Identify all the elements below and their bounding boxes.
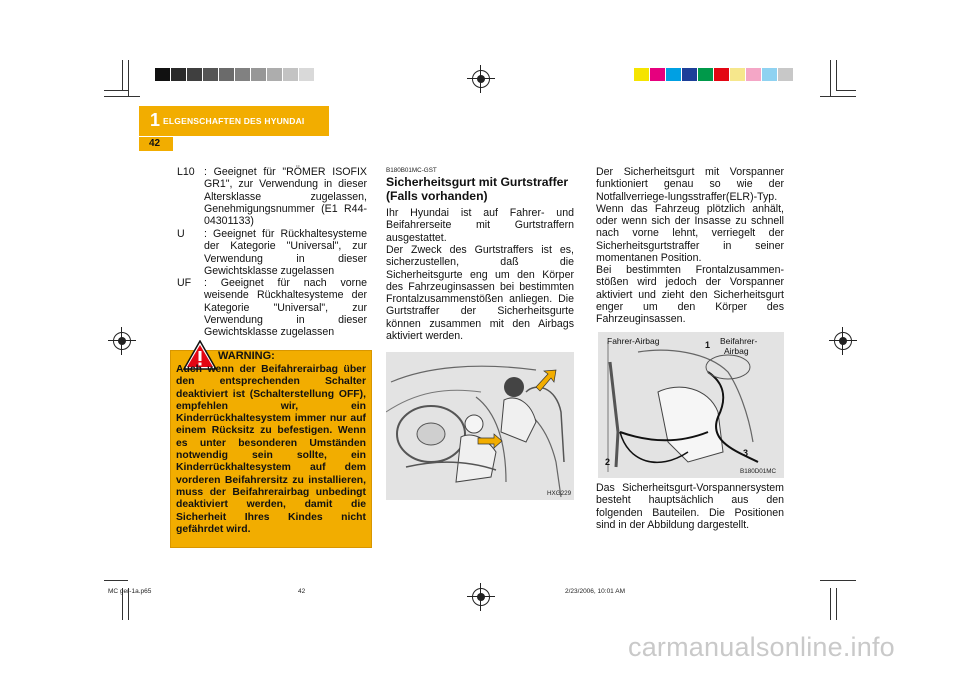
list-key: U [177,228,185,240]
figure-number-1: 1 [705,340,711,350]
page-number: 42 [149,138,161,149]
registration-mark [472,70,490,88]
crop-mark [836,90,856,91]
crop-mark [830,60,831,96]
crop-mark [820,580,856,581]
figure-number-2: 2 [605,457,611,467]
footer-datetime: 2/23/2006, 10:01 AM [565,588,625,595]
swatch [634,68,649,81]
swatch [283,68,298,81]
image-code: HXG229 [547,490,572,497]
swatch [650,68,665,81]
crop-mark [122,60,123,90]
watermark: carmanualsonline.info [628,632,895,662]
crop-mark [836,60,837,90]
section-code: B180B01MC-GST [386,167,437,174]
crop-mark [830,588,831,620]
crop-mark [104,96,140,97]
warning-title: WARNING: [218,350,275,362]
chapter-number: 1 [150,110,161,130]
crop-mark [128,60,129,96]
section-heading: Sicherheitsgurt mit Gurtstraffer (Falls vorhanden) [386,175,569,203]
swatch [746,68,761,81]
paragraph: Der Zweck des Gurtstraffers ist es, sicherzustellen, daß die Sicherheitsgurte eng um den Körper des Fahrzeuginsassen bei bestimmten Frontalzusammenstößen anliegen. Die Gurtstraffer der Sicherheitsgurte können zusammen mit den Airbags aktiviert werden. [386,244,574,343]
list-key: L10 [177,166,195,178]
paragraph: Das Sicherheitsgurt-Vorspannersystem besteht hauptsächlich aus den folgenden Bauteilen. Die Positionen sind in der Abbildung dargestellt. [596,482,784,531]
illustration-car-interior [386,352,574,500]
swatch [778,68,793,81]
chapter-title: ELGENSCHAFTEN DES HYUNDAI [163,116,305,126]
figure-label-passenger-airbag: Beifahrer- [720,336,758,346]
warning-text: Auch wenn der Beifahrerairbag über den entsprechenden Schalter deaktiviert ist (Schalterstellung OFF), empfehlen wir, ein Kinderrückhaltesystem immer nur auf einem Rücksitz zu befestigen. Wenn es unter besonderen Umständen notwendig sein sollte, ein Kinderrückhaltesystem auf dem vorderen Beifahrersitz zu installieren, muss der Beifahrerairbag unbedingt deaktiviert werden, damit die Sicherheit Ihres Kindes nicht gefährdet wird. [176,364,366,535]
list-text: : Geeignet für nach vorne weisende Rückhaltesysteme der Kategorie "Universal", zur Verwendung in dieser Gewichtsklasse zugelassen [204,277,367,339]
footer-page: 42 [298,588,306,595]
illustration-pretensioner [598,332,784,478]
swatch [762,68,777,81]
swatch [682,68,697,81]
paragraph: Der Sicherheitsgurt mit Vorspanner funktioniert genau so wie der Notfallverriege-lungsstraffer(ELR)-Typ. Wenn das Fahrzeug plötzlich anhält, oder wenn sich der Insasse zu schnell nach vorne lehnt, verriegelt der Sicherheitsgurtstraffer in seiner momentanen Position. [596,166,784,265]
car-interior-drawing [386,352,574,500]
footer-file: MC ger-1a.p65 [108,588,152,595]
paragraph: Ihr Hyundai ist auf Fahrer- und Beifahrerseite mit Gurtstraffern ausgestattet. [386,207,574,244]
paragraph: Bei bestimmten Frontalzusammen-stößen wird jedoch der Vorspanner aktiviert und zieht den Sicherheitsgurt enger um den Körper des Fahrzeuginsassen. [596,264,784,326]
swatch [267,68,282,81]
swatch [299,68,314,81]
list-key: UF [177,277,192,289]
swatch [187,68,202,81]
swatch [219,68,234,81]
swatch [698,68,713,81]
swatch [171,68,186,81]
registration-mark [834,332,852,350]
crop-mark [820,96,856,97]
figure-code: B180D01MC [740,468,777,475]
swatch [730,68,745,81]
crop-mark [836,588,837,620]
crop-mark [104,580,128,581]
registration-mark [472,588,490,606]
list-text: : Geeignet für "RÖMER ISOFIX GR1", zur Verwendung in dieser Altersklasse zugelassen, Genehmigungsnummer (E1 R44-04301133) [204,166,367,228]
swatch [203,68,218,81]
figure-label-passenger-airbag-2: Airbag [724,346,749,356]
swatch [155,68,170,81]
swatch [251,68,266,81]
list-text: : Geeignet für Rückhaltesysteme der Kategorie "Universal", zur Verwendung in dieser Gewichtsklasse zugelassen [204,228,367,277]
figure-label-driver-airbag: Fahrer-Airbag [607,336,660,346]
swatch [235,68,250,81]
registration-mark [113,332,131,350]
swatch [714,68,729,81]
crop-mark [104,90,128,91]
swatch [666,68,681,81]
pretensioner-drawing [598,332,784,478]
figure-number-3: 3 [743,448,749,458]
